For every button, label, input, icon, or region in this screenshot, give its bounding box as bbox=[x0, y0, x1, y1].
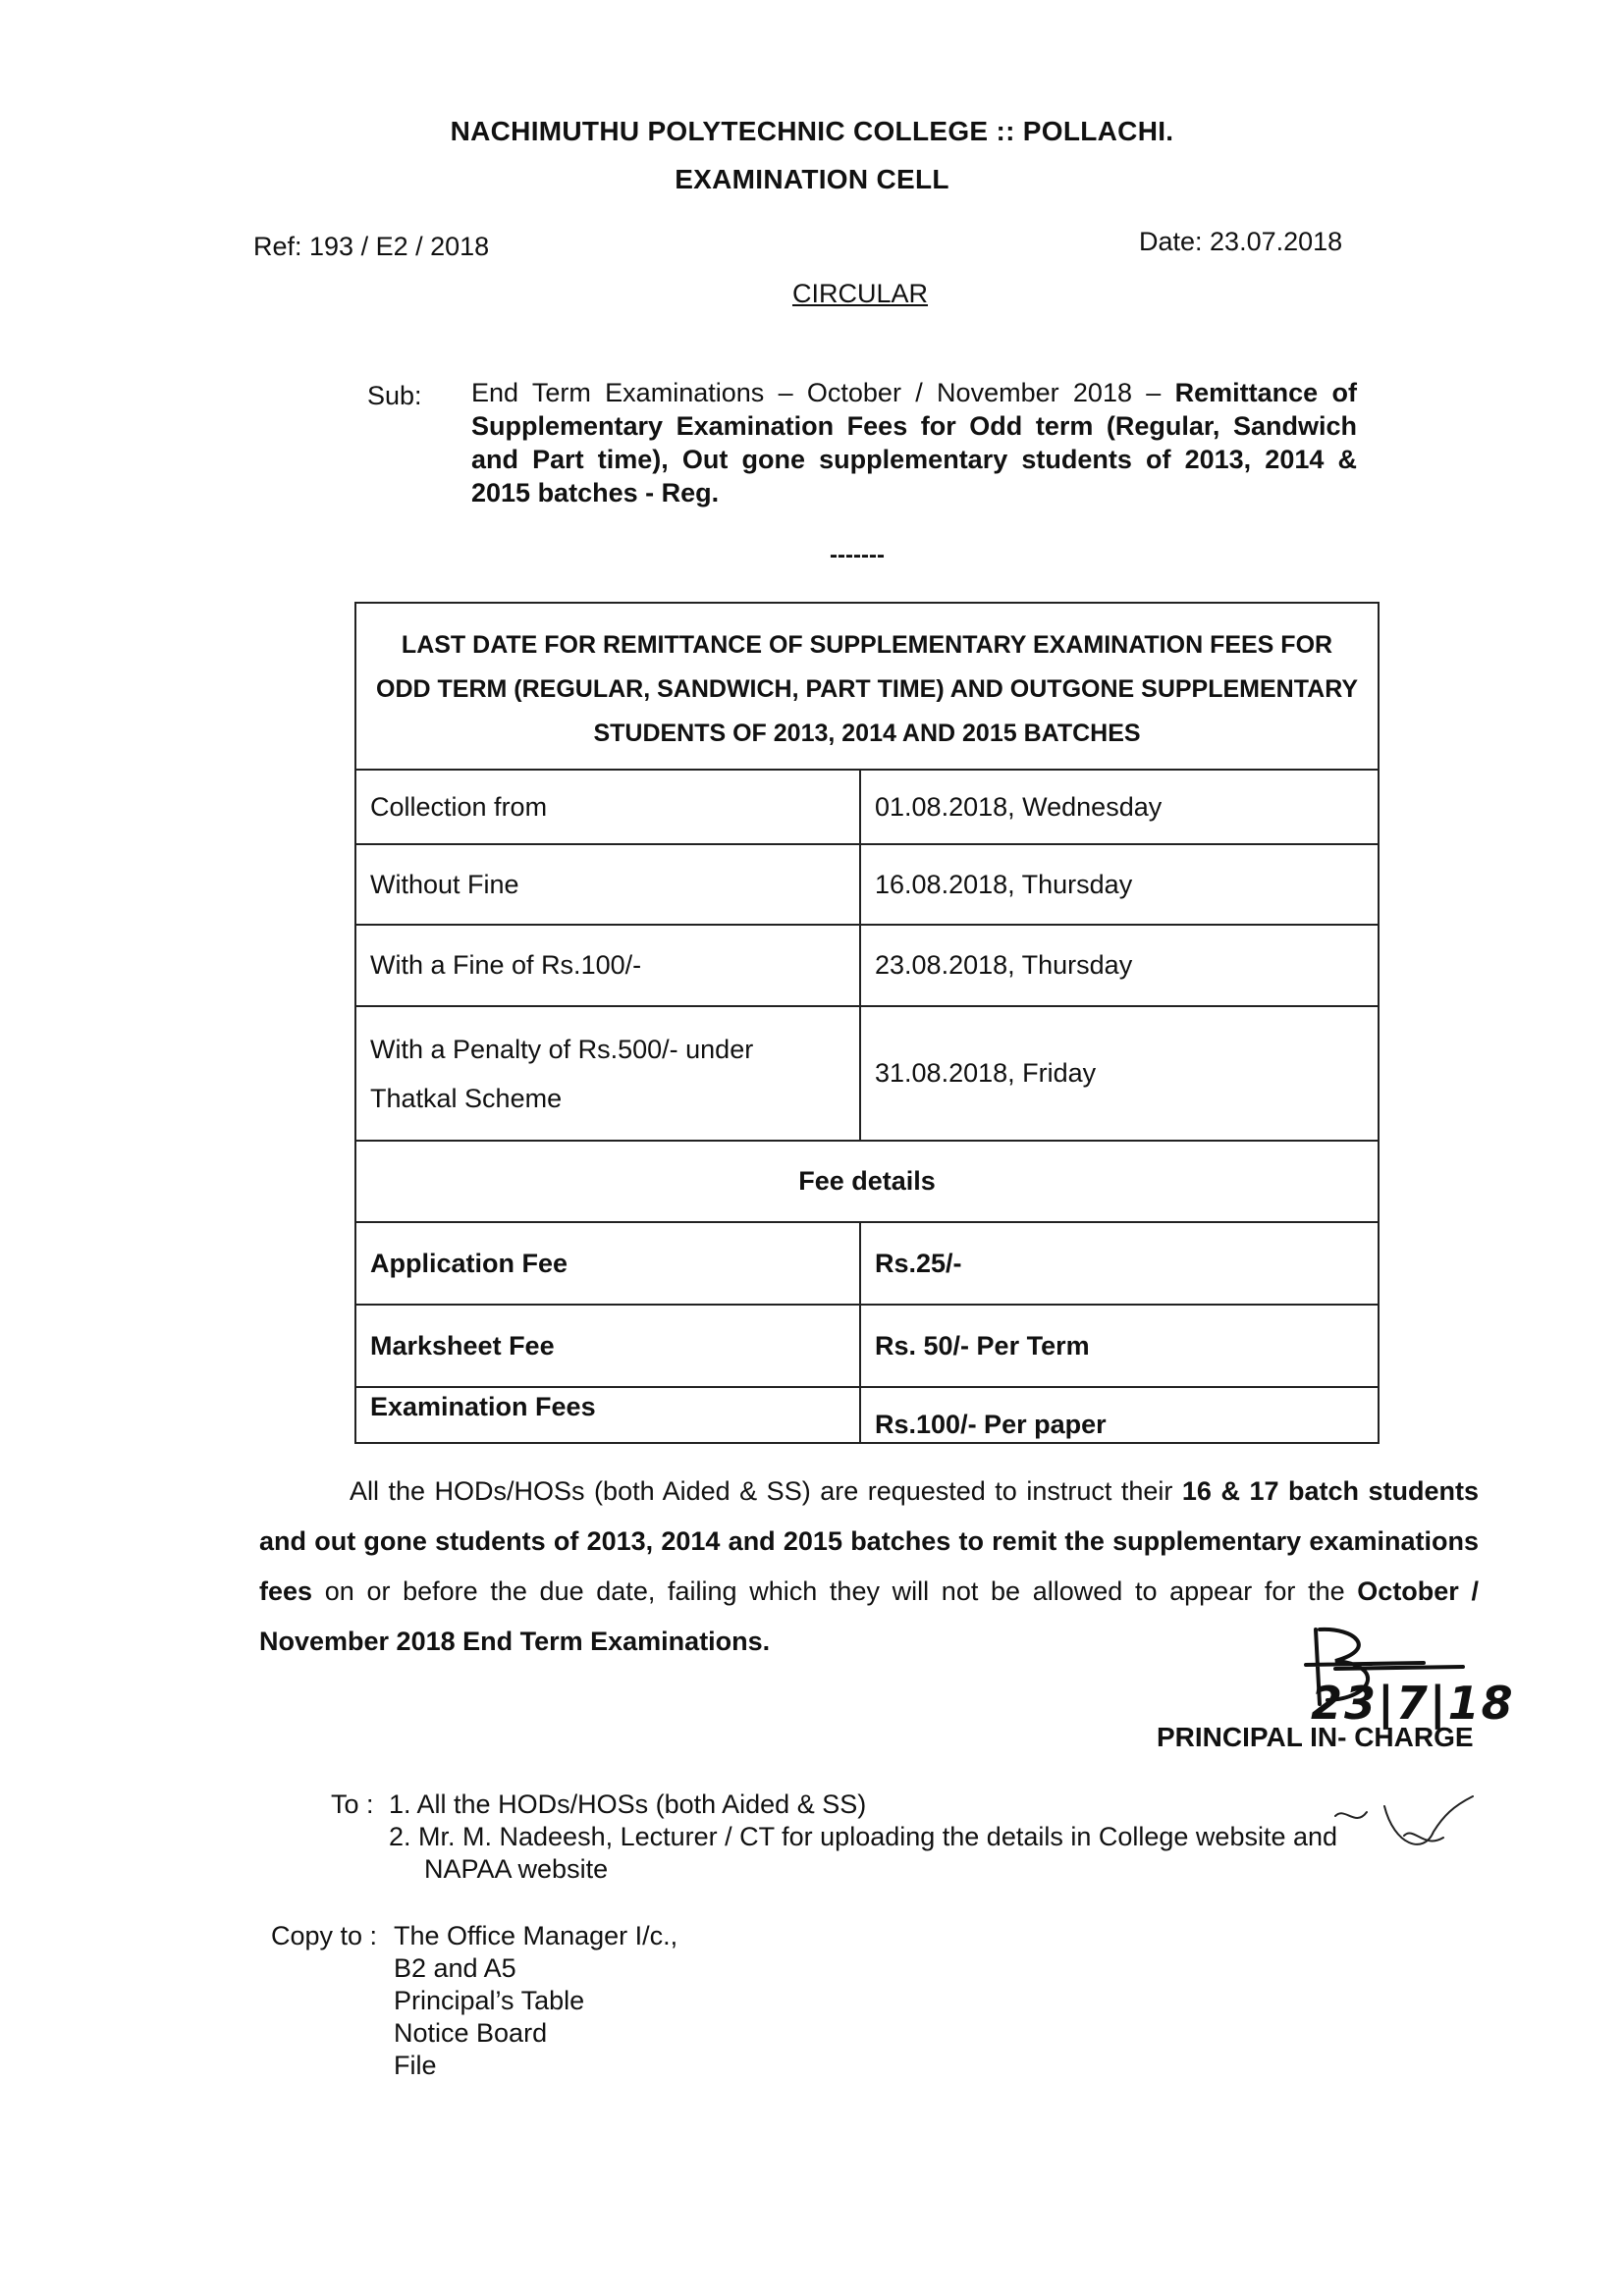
fee-value: Rs.100/- Per paper bbox=[860, 1387, 1379, 1443]
instruction-bold-2: October / November 2018 End Term Examinations. bbox=[259, 1576, 1479, 1656]
to-item: 2. Mr. M. Nadeesh, Lecturer / CT for uploading the details in College website and bbox=[389, 1822, 1338, 1851]
date-label: With a Fine of Rs.100/- bbox=[355, 925, 860, 1006]
date-value: 16.08.2018, Thursday bbox=[860, 844, 1379, 925]
fee-details-heading: Fee details bbox=[355, 1141, 1379, 1222]
subject-text bbox=[471, 376, 1357, 509]
copy-to-item: Principal’s Table bbox=[394, 1986, 585, 2015]
subject-bold: Remittance of Supplementary Examination Fees for Odd term (Regular, Sandwich and Part time), Out gone supplementary students of 2013, 2014 & 2015 batches - Reg. bbox=[471, 378, 1357, 507]
date-label: Without Fine bbox=[355, 844, 860, 925]
date-value: 23.08.2018, Thursday bbox=[860, 925, 1379, 1006]
table-row bbox=[355, 925, 1379, 1006]
table-row bbox=[355, 1387, 1379, 1443]
table-row bbox=[355, 1006, 1379, 1141]
separator: ------- bbox=[830, 542, 885, 568]
copy-to-item: Notice Board bbox=[394, 2018, 548, 2048]
signature-handwritten-date: 23|7|18 bbox=[1311, 1677, 1515, 1730]
table-title-row bbox=[355, 603, 1379, 770]
to-item: NAPAA website bbox=[424, 1854, 609, 1884]
examination-cell-title: EXAMINATION CELL bbox=[675, 164, 949, 194]
date-value: 01.08.2018, Wednesday bbox=[860, 770, 1379, 844]
instruction-text-1: All the HODs/HOSs (both Aided & SS) are requested to instruct their bbox=[350, 1476, 1173, 1506]
instruction-bold-1: 16 & 17 batch students and out gone students of 2013, 2014 and 2015 batches to remit the supplementary examinations fees bbox=[259, 1476, 1479, 1606]
table-row bbox=[355, 1305, 1379, 1387]
date-label: Collection from bbox=[355, 770, 860, 844]
date-label: With a Penalty of Rs.500/- under Thatkal Scheme bbox=[355, 1006, 860, 1141]
to-label: To : bbox=[331, 1789, 374, 1819]
to-item: 1. All the HODs/HOSs (both Aided & SS) bbox=[389, 1789, 867, 1819]
fee-details-heading-row bbox=[355, 1141, 1379, 1222]
fee-schedule-table bbox=[354, 602, 1380, 1444]
table-row bbox=[355, 770, 1379, 844]
copy-to-item: The Office Manager I/c., bbox=[394, 1921, 678, 1950]
table-title: LAST DATE FOR REMITTANCE OF SUPPLEMENTARY EXAMINATION FEES FOR ODD TERM (REGULAR, SANDWICH, PART TIME) AND OUTGONE SUPPLEMENTARY STUDENTS OF 2013, 2014 AND 2015 BATCHES bbox=[355, 603, 1379, 770]
copy-to-item: File bbox=[394, 2051, 437, 2080]
circular-title: CIRCULAR bbox=[791, 279, 929, 308]
table-row bbox=[355, 1222, 1379, 1305]
subject-label: Sub: bbox=[367, 381, 422, 410]
date-value: 31.08.2018, Friday bbox=[860, 1006, 1379, 1141]
copy-to-label: Copy to : bbox=[271, 1921, 378, 1950]
fee-label: Application Fee bbox=[355, 1222, 860, 1305]
copy-to-item: B2 and A5 bbox=[394, 1953, 516, 1983]
fee-label: Examination Fees bbox=[355, 1387, 860, 1443]
subject-plain: End Term Examinations – October / November 2018 – bbox=[471, 378, 1162, 407]
instruction-text-2: on or before the due date, failing which they will not be allowed to appear for the bbox=[324, 1576, 1345, 1606]
reference-number: Ref: 193 / E2 / 2018 bbox=[253, 232, 490, 261]
fee-label: Marksheet Fee bbox=[355, 1305, 860, 1387]
college-name: NACHIMUTHU POLYTECHNIC COLLEGE :: POLLACHI. bbox=[450, 116, 1174, 146]
fee-value: Rs. 50/- Per Term bbox=[860, 1305, 1379, 1387]
signatory-title: PRINCIPAL IN- CHARGE bbox=[1157, 1722, 1474, 1752]
table-row bbox=[355, 844, 1379, 925]
circular-date: Date: 23.07.2018 bbox=[1139, 227, 1343, 256]
fee-value: Rs.25/- bbox=[860, 1222, 1379, 1305]
